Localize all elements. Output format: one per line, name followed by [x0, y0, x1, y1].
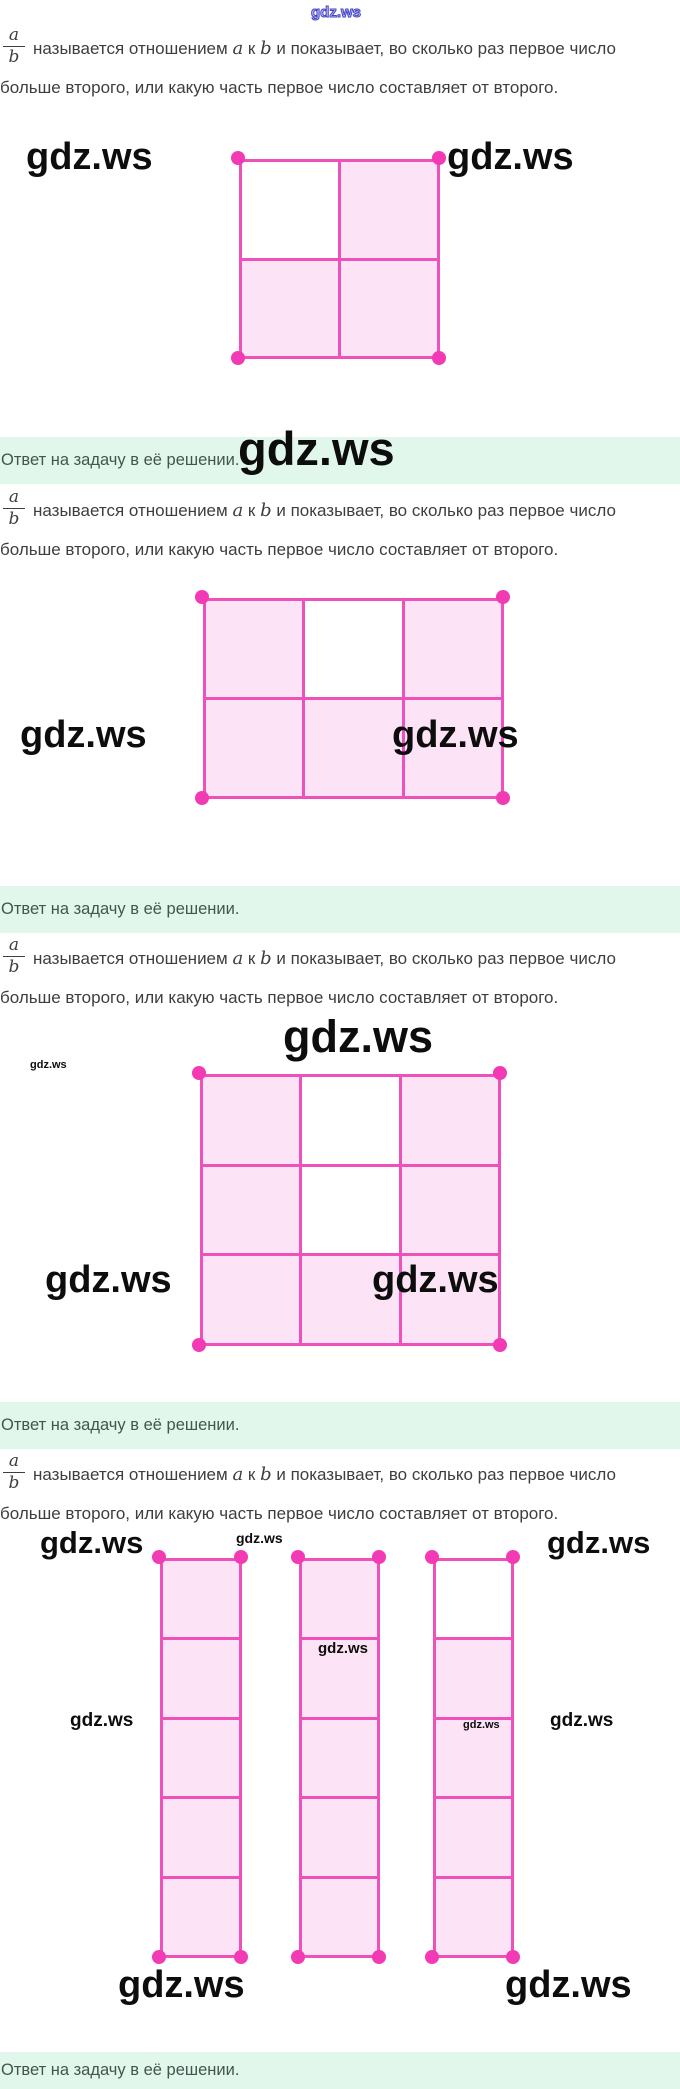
paragraph-line2: больше второго, или какую часть первое число составляет от второго.: [0, 78, 559, 97]
site-watermark: gdz.ws: [118, 1964, 245, 2006]
shaded-cell: [163, 1720, 239, 1796]
fraction-a-over-b: a b: [3, 26, 25, 67]
shaded-cell: [436, 1640, 511, 1716]
shaded-cell: [402, 1167, 498, 1254]
site-watermark: gdz.ws: [547, 1525, 651, 1560]
site-watermark: gdz.ws: [70, 1710, 134, 1731]
shaded-cell: [436, 1879, 511, 1955]
site-watermark: gdz.ws: [45, 1259, 172, 1301]
site-watermark: gdz.ws: [26, 136, 153, 178]
site-watermark: gdz.ws: [238, 422, 395, 475]
answer-bar-label: Ответ на задачу в её решении.: [1, 1416, 240, 1434]
corner-dot: [195, 791, 209, 805]
shaded-cell: [302, 1561, 377, 1637]
shaded-cell: [203, 1167, 299, 1254]
site-watermark: gdz.ws: [283, 1011, 434, 1062]
shaded-cell: [242, 261, 338, 357]
corner-dot: [506, 1550, 520, 1564]
grid-3x3: [200, 1074, 501, 1346]
corner-dot: [192, 1338, 206, 1352]
white-cell: [242, 162, 338, 258]
answer-bar-label: Ответ на задачу в её решении.: [1, 900, 240, 918]
site-watermark: gdz.ws: [372, 1259, 499, 1301]
site-watermark: gdz.ws: [550, 1710, 614, 1731]
answer-bar: [0, 1402, 680, 1449]
site-watermark: gdz.ws: [40, 1525, 144, 1560]
paragraph-line2: больше второго, или какую часть первое число составляет от второго.: [0, 988, 559, 1007]
white-cell: [302, 1167, 398, 1254]
corner-dot: [291, 1550, 305, 1564]
corner-dot: [152, 1950, 166, 1964]
corner-dot: [195, 590, 209, 604]
corner-dot: [231, 351, 245, 365]
answer-bar-label: Ответ на задачу в её решении.: [1, 451, 240, 469]
corner-dot: [493, 1066, 507, 1080]
corner-dot: [493, 1338, 507, 1352]
corner-dot: [372, 1950, 386, 1964]
corner-dot: [425, 1950, 439, 1964]
paragraph-line2: больше второго, или какую часть первое число составляет от второго.: [0, 540, 559, 559]
grid-1x5-left: [160, 1558, 242, 1958]
shaded-cell: [302, 1879, 377, 1955]
fraction-a-over-b: a b: [3, 1452, 25, 1493]
shaded-cell: [206, 601, 302, 697]
site-watermark-blue: gdz.ws: [311, 4, 362, 21]
shaded-cell: [302, 1720, 377, 1796]
shaded-cell: [405, 601, 501, 697]
site-watermark: gdz.ws: [392, 714, 519, 756]
definition-paragraph: [0, 1452, 680, 1524]
white-cell: [302, 1077, 398, 1164]
shaded-cell: [305, 700, 401, 796]
corner-dot: [432, 151, 446, 165]
corner-dot: [432, 351, 446, 365]
paragraph-line1: называется отношением a к b и показывает, во сколько раз первое число: [33, 500, 616, 521]
shaded-cell: [163, 1879, 239, 1955]
corner-dot: [496, 791, 510, 805]
shaded-cell: [302, 1799, 377, 1875]
shaded-cell: [436, 1799, 511, 1875]
site-watermark: gdz.ws: [236, 1530, 283, 1546]
answer-bar: [0, 886, 680, 933]
shaded-cell: [203, 1256, 299, 1343]
shaded-cell: [203, 1077, 299, 1164]
shaded-cell: [163, 1640, 239, 1716]
grid-1x5-right: [433, 1558, 514, 1958]
fraction-a-over-b: a b: [3, 936, 25, 977]
site-watermark: gdz.ws: [20, 714, 147, 756]
answer-bar-label: Ответ на задачу в её решении.: [1, 2061, 240, 2079]
shaded-cell: [206, 700, 302, 796]
corner-dot: [234, 1550, 248, 1564]
corner-dot: [291, 1950, 305, 1964]
white-cell: [436, 1561, 511, 1637]
paragraph-line1: называется отношением a к b и показывает, во сколько раз первое число: [33, 38, 616, 59]
corner-dot: [234, 1950, 248, 1964]
site-watermark: gdz.ws: [30, 1059, 67, 1071]
paragraph-line1: называется отношением a к b и показывает, во сколько раз первое число: [33, 948, 616, 969]
white-cell: [305, 601, 401, 697]
shaded-cell: [341, 162, 437, 258]
corner-dot: [425, 1550, 439, 1564]
grid-2x2: [239, 159, 440, 359]
site-watermark: gdz.ws: [318, 1640, 369, 1657]
definition-paragraph: [0, 488, 680, 560]
answer-bar: [0, 2052, 680, 2089]
site-watermark: gdz.ws: [463, 1719, 500, 1731]
grid-1x5-middle: [299, 1558, 380, 1958]
shaded-cell: [341, 261, 437, 357]
paragraph-line2: больше второго, или какую часть первое число составляет от второго.: [0, 1504, 559, 1523]
shaded-cell: [163, 1561, 239, 1637]
site-watermark: gdz.ws: [447, 136, 574, 178]
corner-dot: [152, 1550, 166, 1564]
corner-dot: [372, 1550, 386, 1564]
site-watermark: gdz.ws: [505, 1964, 632, 2006]
corner-dot: [231, 151, 245, 165]
shaded-cell: [402, 1077, 498, 1164]
paragraph-line1: называется отношением a к b и показывает, во сколько раз первое число: [33, 1464, 616, 1485]
corner-dot: [506, 1950, 520, 1964]
definition-paragraph: [0, 26, 680, 98]
corner-dot: [496, 590, 510, 604]
fraction-a-over-b: a b: [3, 488, 25, 529]
corner-dot: [192, 1066, 206, 1080]
grid-3x2: [203, 598, 504, 799]
shaded-cell: [163, 1799, 239, 1875]
definition-paragraph: [0, 936, 680, 1008]
